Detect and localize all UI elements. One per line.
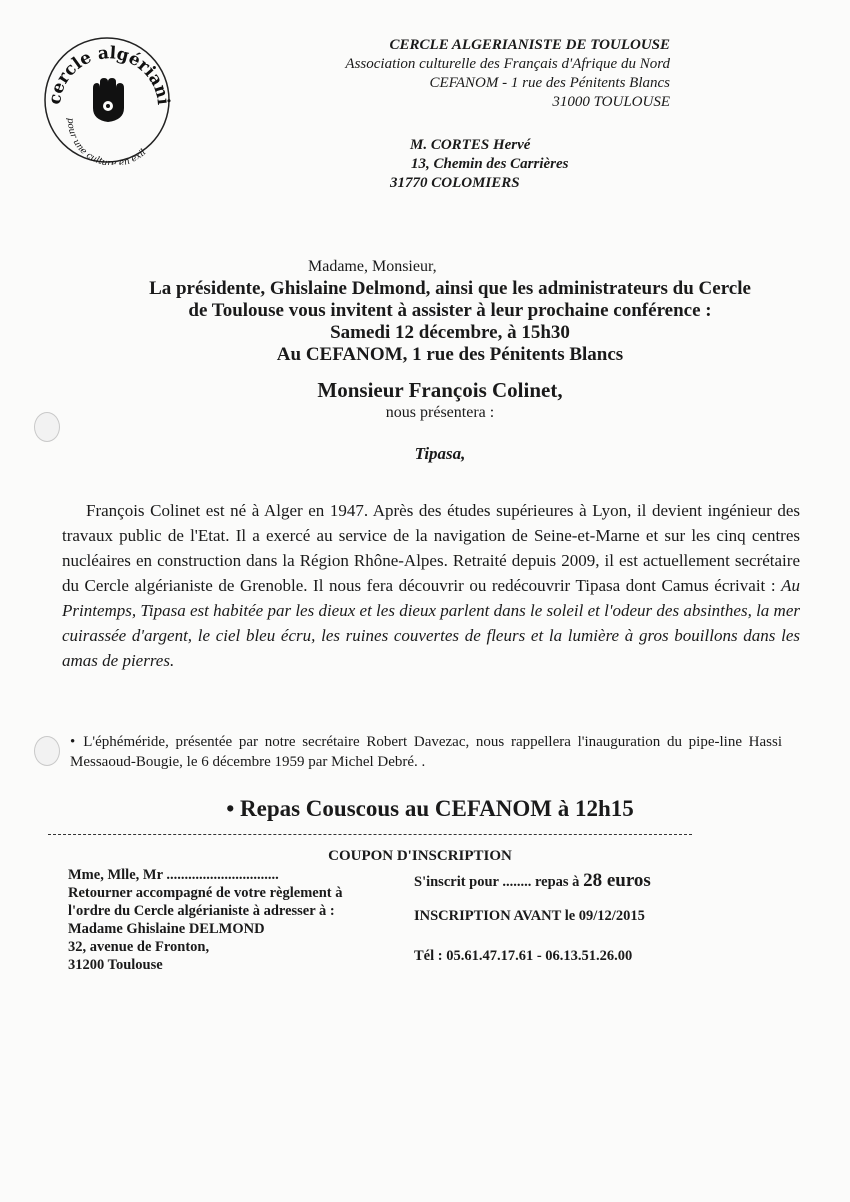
punch-hole <box>34 736 60 766</box>
presents-text: nous présentera : <box>385 404 495 421</box>
camus-quote: Au Printemps, Tipasa est habitée par les dieux et les dieux parlent dans le soleil et l'odeur des absinthes, la mer cuirassée d'argent, le ciel bleu écru, les ruines couvertes de fleurs et la lumière à gros bouillons dans les amas de pierres. <box>62 576 800 670</box>
bio-text: François Colinet est né à Alger en 1947. Après des études supérieures à Lyon, il devient ingénieur des travaux public de l'Etat. Il a exercé au service de la navigation de Seine-et-Marne et sur les cinq centres nucléaires en construction dans la Région Rhône-Alpes. Retraité depuis 2009, il est actuellement secrétaire du Cercle algérianiste de Grenoble. Il nous fera découvrir ou redécouvrir Tipasa dont Camus écrivait : <box>62 501 800 595</box>
bullet-icon: • <box>226 796 235 821</box>
deadline-text: INSCRIPTION AVANT le 09/12/2015 <box>414 908 645 924</box>
contact-street: 32, avenue de Fronton, <box>68 939 210 955</box>
recipient-name: M. CORTES Hervé <box>410 137 531 153</box>
greeting: Madame, Monsieur, <box>308 258 437 275</box>
ephemeride-item <box>70 732 782 772</box>
logo-text-top: cercle algériani <box>44 43 174 106</box>
hand-of-fatima-icon <box>93 78 124 122</box>
sender-org: CERCLE ALGERIANISTE DE TOULOUSE <box>389 37 670 53</box>
return-line-2: l'ordre du Cercle algérianiste à adresser à : <box>68 903 335 919</box>
speaker-bio-paragraph <box>62 498 800 673</box>
sender-address: CEFANOM - 1 rue des Pénitents Blancs <box>429 75 670 91</box>
invitation-block <box>110 278 790 366</box>
name-field[interactable]: Mme, Mlle, Mr ............................... <box>68 867 279 883</box>
contact-name: Madame Ghislaine DELMOND <box>68 921 265 937</box>
contact-city: 31200 Toulouse <box>68 957 163 973</box>
coupon-title: COUPON D'INSCRIPTION <box>328 848 512 864</box>
inscrit-text: S'inscrit pour ........ repas à <box>414 874 584 890</box>
speaker-name: Monsieur François Colinet, <box>317 378 563 402</box>
conference-topic: Tipasa, <box>414 444 466 463</box>
meal-price: 28 euros <box>583 870 651 891</box>
event-date: Samedi 12 décembre, à 15h30 <box>330 322 570 343</box>
bullet-icon: • <box>70 734 76 750</box>
intro-line-1: La présidente, Ghislaine Delmond, ainsi que les administrateurs du Cercle <box>149 278 751 299</box>
association-logo <box>40 30 175 165</box>
sender-block <box>250 36 670 112</box>
coupon-left-column <box>68 866 408 974</box>
recipient-city: 31770 COLOMIERS <box>390 175 520 191</box>
punch-hole <box>34 412 60 442</box>
recipient-block <box>380 136 620 193</box>
repas-heading <box>170 796 690 822</box>
ephemeride-text: L'éphéméride, présentée par notre secrétaire Robert Davezac, nous rappellera l'inauguration du pipe-line Hassi Messaoud-Bougie, le 6 décembre 1959 par Michel Debré. . <box>70 734 782 770</box>
meal-count-field[interactable] <box>414 870 651 892</box>
logo-text-bottom: pour une culture en exil <box>64 117 149 165</box>
cut-line-divider <box>48 834 692 835</box>
event-venue: Au CEFANOM, 1 rue des Pénitents Blancs <box>276 344 624 365</box>
recipient-street: 13, Chemin des Carrières <box>411 156 569 172</box>
sender-desc: Association culturelle des Français d'Afrique du Nord <box>345 56 670 72</box>
intro-line-2: de Toulouse vous invitent à assister à leur prochaine conférence : <box>188 300 712 321</box>
svg-text:pour une culture en exil <box>65 118 148 165</box>
sender-city: 31000 TOULOUSE <box>552 94 670 110</box>
return-line-1: Retourner accompagné de votre règlement à <box>68 885 343 901</box>
repas-title: Repas Couscous au CEFANOM à 12h15 <box>240 796 634 821</box>
phone-text: Tél : 05.61.47.17.61 - 06.13.51.26.00 <box>414 948 633 964</box>
